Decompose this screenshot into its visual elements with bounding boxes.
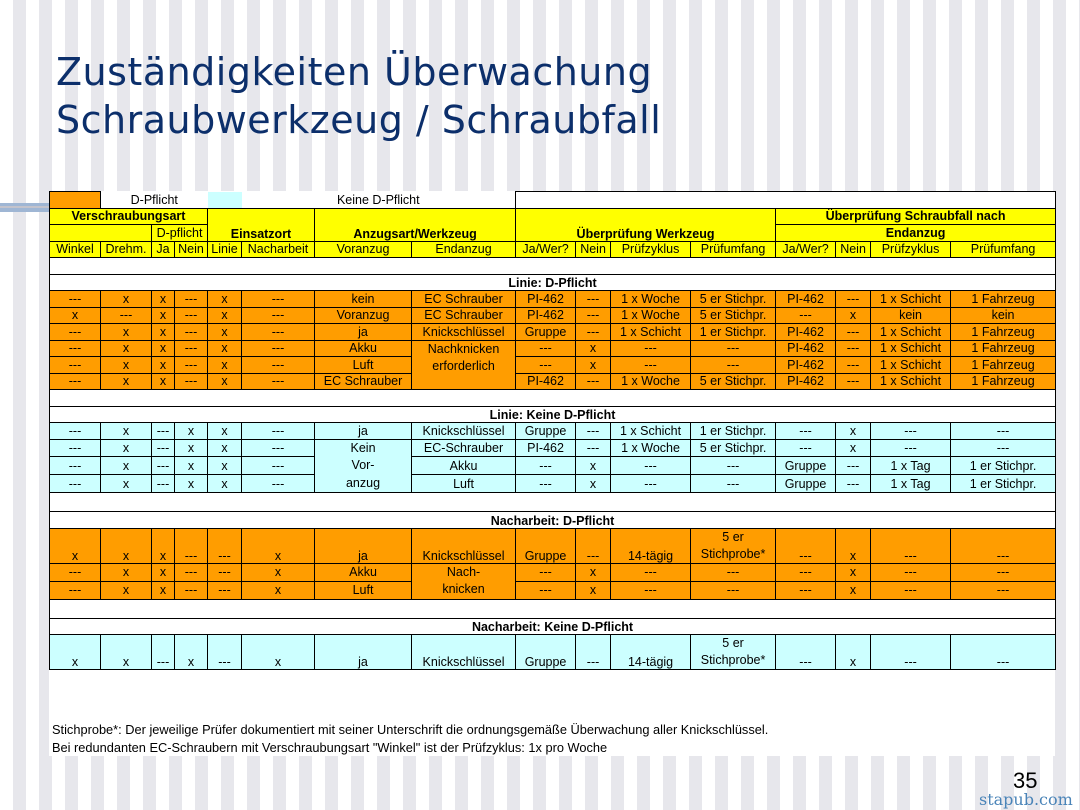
table-cell: kein bbox=[871, 307, 951, 324]
table-cell: PI-462 bbox=[776, 324, 836, 341]
table-cell: x bbox=[208, 475, 242, 493]
table-cell: x bbox=[175, 457, 208, 475]
table-cell: --- bbox=[611, 475, 691, 493]
section-title-nacharbeit-d-pflicht: Nacharbeit: D-Pflicht bbox=[50, 512, 1056, 529]
header-ueberpruefung-schraubfall-1: Überprüfung Schraubfall nach bbox=[776, 208, 1056, 225]
table-row bbox=[50, 357, 1056, 374]
header-row-3 bbox=[50, 241, 1056, 258]
table-cell: Luft bbox=[412, 475, 516, 493]
table-cell: --- bbox=[611, 581, 691, 599]
header-einsatzort: Einsatzort bbox=[208, 208, 315, 241]
table-cell: --- bbox=[152, 423, 175, 440]
table-cell: 1 x Schicht bbox=[871, 357, 951, 374]
table-cell: 1 er Stichpr. bbox=[691, 423, 776, 440]
table-cell: --- bbox=[242, 423, 315, 440]
table-cell: --- bbox=[242, 439, 315, 457]
table-cell: x bbox=[152, 357, 175, 374]
table-cell: --- bbox=[50, 423, 101, 440]
table-cell: x bbox=[242, 635, 315, 670]
table-cell: --- bbox=[208, 528, 242, 563]
table-cell: kein bbox=[951, 307, 1056, 324]
table-cell: --- bbox=[516, 457, 576, 475]
table-cell: --- bbox=[871, 581, 951, 599]
table-cell: x bbox=[101, 357, 152, 374]
table-cell: 1 x Schicht bbox=[871, 324, 951, 341]
table-cell: --- bbox=[242, 340, 315, 357]
table-cell: Akku bbox=[315, 563, 412, 581]
table-cell: Voranzug bbox=[315, 307, 412, 324]
cell-text: knicken bbox=[442, 582, 485, 596]
col-linie: Linie bbox=[208, 241, 242, 258]
table-cell: 1 x Schicht bbox=[611, 324, 691, 341]
table-cell: x bbox=[836, 439, 871, 457]
table-cell: x bbox=[576, 457, 611, 475]
cell-text: erforderlich bbox=[432, 359, 495, 373]
table-cell: x bbox=[208, 307, 242, 324]
table-cell: Knickschlüssel bbox=[412, 423, 516, 440]
legend-swatch-orange bbox=[50, 192, 101, 209]
header-ueberpruefung-werkzeug: Überprüfung Werkzeug bbox=[516, 208, 776, 241]
cell-text: 5 er bbox=[722, 529, 744, 544]
col-pruefzyklus: Prüfzyklus bbox=[611, 241, 691, 258]
table-cell: --- bbox=[951, 423, 1056, 440]
table-cell: --- bbox=[50, 340, 101, 357]
table-row bbox=[50, 581, 1056, 599]
table-cell: x bbox=[242, 563, 315, 581]
table-cell: x bbox=[152, 528, 175, 563]
col-pruefumfang-2: Prüfumfang bbox=[951, 241, 1056, 258]
table-cell: x bbox=[208, 340, 242, 357]
table-cell: 1 x Tag bbox=[871, 475, 951, 493]
table-row bbox=[50, 563, 1056, 581]
merged-cell-nachknicken bbox=[412, 340, 516, 390]
table-cell: --- bbox=[691, 357, 776, 374]
table-cell: x bbox=[208, 439, 242, 457]
table-cell: --- bbox=[776, 581, 836, 599]
table-cell: --- bbox=[871, 439, 951, 457]
table-cell: --- bbox=[242, 324, 315, 341]
footnote-stichprobe: Stichprobe*: Der jeweilige Prüfer dokumentiert mit seiner Unterschrift die ordnungsgemäße Überwachung aller Knickschlüssel. bbox=[52, 722, 769, 737]
col-ja-wer: Ja/Wer? bbox=[516, 241, 576, 258]
table-cell: Knickschlüssel bbox=[412, 528, 516, 563]
table-cell: --- bbox=[611, 563, 691, 581]
table-cell: x bbox=[208, 457, 242, 475]
table-cell: x bbox=[101, 423, 152, 440]
table-cell: 1 x Woche bbox=[611, 373, 691, 390]
table-cell: x bbox=[152, 340, 175, 357]
table-cell: 1 er Stichpr. bbox=[691, 324, 776, 341]
table-cell: Gruppe bbox=[516, 324, 576, 341]
table-cell: --- bbox=[576, 423, 611, 440]
table-row bbox=[50, 475, 1056, 493]
table-cell: --- bbox=[50, 475, 101, 493]
table-cell: --- bbox=[836, 324, 871, 341]
legend-label-keine: Keine D-Pflicht bbox=[336, 192, 420, 207]
section-title-linie-keine: Linie: Keine D-Pflicht bbox=[50, 406, 1056, 423]
col-pruefzyklus-2: Prüfzyklus bbox=[871, 241, 951, 258]
table-cell: --- bbox=[691, 581, 776, 599]
table-cell: 1 x Woche bbox=[611, 291, 691, 308]
table-cell: --- bbox=[611, 340, 691, 357]
table-cell: 1 er Stichpr. bbox=[951, 457, 1056, 475]
table-cell: --- bbox=[175, 340, 208, 357]
table-cell: x bbox=[101, 581, 152, 599]
table-cell: Akku bbox=[412, 457, 516, 475]
table-cell: x bbox=[836, 563, 871, 581]
table-cell: --- bbox=[516, 340, 576, 357]
table-cell: --- bbox=[871, 563, 951, 581]
col-nacharbeit: Nacharbeit bbox=[242, 241, 315, 258]
table-row bbox=[50, 324, 1056, 341]
stichprobe-cell bbox=[691, 528, 776, 563]
col-nein-2: Nein bbox=[576, 241, 611, 258]
table-cell: --- bbox=[691, 563, 776, 581]
table-cell: x bbox=[152, 324, 175, 341]
table-cell: --- bbox=[951, 581, 1056, 599]
table-cell: --- bbox=[242, 307, 315, 324]
table-cell: 5 er Stichpr. bbox=[691, 439, 776, 457]
table-cell: x bbox=[836, 423, 871, 440]
table-cell: x bbox=[101, 635, 152, 670]
cell-text: Nachknicken bbox=[427, 341, 500, 356]
title-line-2: Schraubwerkzeug / Schraubfall bbox=[56, 98, 662, 142]
table-cell: x bbox=[101, 373, 152, 390]
watermark: stapub.com bbox=[979, 790, 1073, 809]
merged-cell-nachknicken-2 bbox=[412, 563, 516, 599]
table-cell: x bbox=[208, 291, 242, 308]
table-cell: --- bbox=[175, 307, 208, 324]
table-cell: --- bbox=[691, 340, 776, 357]
table-cell: --- bbox=[152, 457, 175, 475]
section-title-linie-d-pflicht: Linie: D-Pflicht bbox=[50, 274, 1056, 291]
table-cell: ja bbox=[315, 635, 412, 670]
col-endanzug: Endanzug bbox=[412, 241, 516, 258]
table-cell: Gruppe bbox=[516, 635, 576, 670]
table-cell: 1 x Schicht bbox=[871, 340, 951, 357]
table-cell: 1 x Woche bbox=[611, 439, 691, 457]
table-cell: x bbox=[242, 581, 315, 599]
table-cell: --- bbox=[50, 324, 101, 341]
table-cell: x bbox=[175, 439, 208, 457]
table-cell: x bbox=[101, 563, 152, 581]
table-cell: Gruppe bbox=[516, 423, 576, 440]
table-cell: PI-462 bbox=[516, 439, 576, 457]
table-cell: --- bbox=[836, 291, 871, 308]
table-cell: 14-tägig bbox=[611, 635, 691, 670]
table-row bbox=[50, 528, 1056, 563]
table-cell: PI-462 bbox=[776, 340, 836, 357]
table-cell: --- bbox=[208, 563, 242, 581]
table-cell: 1 Fahrzeug bbox=[951, 373, 1056, 390]
legend-swatch-blue bbox=[208, 192, 242, 209]
table-cell: x bbox=[101, 340, 152, 357]
table-cell: x bbox=[175, 635, 208, 670]
table-cell: --- bbox=[175, 357, 208, 374]
table-cell: 5 er Stichpr. bbox=[691, 373, 776, 390]
table-cell: PI-462 bbox=[776, 373, 836, 390]
table-cell: x bbox=[836, 528, 871, 563]
table-cell: x bbox=[576, 563, 611, 581]
table-cell: x bbox=[50, 307, 101, 324]
spreadsheet bbox=[49, 191, 1055, 756]
table-cell: --- bbox=[836, 373, 871, 390]
table-cell: x bbox=[152, 581, 175, 599]
table-cell: Luft bbox=[315, 357, 412, 374]
cell-text: Nach- bbox=[446, 564, 481, 579]
table-row bbox=[50, 307, 1056, 324]
table-cell: x bbox=[208, 373, 242, 390]
table-cell: --- bbox=[242, 373, 315, 390]
table-cell: --- bbox=[576, 635, 611, 670]
table-cell: x bbox=[101, 475, 152, 493]
table-cell: Knickschlüssel bbox=[412, 324, 516, 341]
table-cell: x bbox=[101, 291, 152, 308]
col-voranzug: Voranzug bbox=[315, 241, 412, 258]
slide-title bbox=[56, 48, 661, 144]
table-cell: Luft bbox=[315, 581, 412, 599]
table-cell: --- bbox=[208, 635, 242, 670]
col-winkel: Winkel bbox=[50, 241, 101, 258]
table-cell: x bbox=[101, 324, 152, 341]
table-cell: --- bbox=[152, 635, 175, 670]
table-cell: x bbox=[101, 439, 152, 457]
table-cell: 1 x Schicht bbox=[871, 373, 951, 390]
table-cell: --- bbox=[576, 528, 611, 563]
section-title-nacharbeit-keine: Nacharbeit: Keine D-Pflicht bbox=[50, 618, 1056, 635]
table-cell: Akku bbox=[315, 340, 412, 357]
header-anzugsart: Anzugsart/Werkzeug bbox=[315, 208, 516, 241]
table-cell: --- bbox=[516, 563, 576, 581]
table-cell: --- bbox=[576, 291, 611, 308]
table-cell: --- bbox=[516, 475, 576, 493]
cell-text: Vor- bbox=[351, 458, 375, 472]
header-ueberpruefung-schraubfall-2: Endanzug bbox=[776, 225, 1056, 242]
table-cell: ja bbox=[315, 528, 412, 563]
table-cell: 5 er Stichpr. bbox=[691, 291, 776, 308]
table-row bbox=[50, 291, 1056, 308]
table-cell: --- bbox=[152, 475, 175, 493]
table-cell: x bbox=[576, 475, 611, 493]
col-ja-wer-2: Ja/Wer? bbox=[776, 241, 836, 258]
table-cell: --- bbox=[576, 307, 611, 324]
table-cell: --- bbox=[871, 423, 951, 440]
table-cell: --- bbox=[691, 457, 776, 475]
table-cell: --- bbox=[242, 291, 315, 308]
table-cell: --- bbox=[776, 307, 836, 324]
table-cell: x bbox=[175, 423, 208, 440]
header-row-1 bbox=[50, 208, 1056, 225]
col-nein-3: Nein bbox=[836, 241, 871, 258]
cell-text: anzug bbox=[345, 475, 381, 490]
table-cell: --- bbox=[175, 581, 208, 599]
legend-label-d-pflicht: D-Pflicht bbox=[130, 192, 178, 207]
table-cell: Gruppe bbox=[516, 528, 576, 563]
table-cell: kein bbox=[315, 291, 412, 308]
title-line-1: Zuständigkeiten Überwachung bbox=[56, 50, 653, 94]
table-cell: --- bbox=[516, 357, 576, 374]
footnote-ec-schrauber: Bei redundanten EC-Schraubern mit Verschraubungsart "Winkel" ist der Prüfzyklus: 1x pro Woche bbox=[52, 740, 608, 755]
table-cell: ja bbox=[315, 423, 412, 440]
table-cell: Gruppe bbox=[776, 475, 836, 493]
table-cell: ja bbox=[315, 324, 412, 341]
table-cell: x bbox=[208, 423, 242, 440]
table-cell: --- bbox=[50, 563, 101, 581]
table-cell: x bbox=[152, 307, 175, 324]
table-cell: --- bbox=[776, 423, 836, 440]
table-cell: EC Schrauber bbox=[412, 307, 516, 324]
cell-text: Stichprobe* bbox=[700, 653, 766, 667]
table-cell: --- bbox=[611, 457, 691, 475]
table-cell: --- bbox=[836, 340, 871, 357]
table-cell: --- bbox=[576, 324, 611, 341]
table-cell: 14-tägig bbox=[611, 528, 691, 563]
table-cell: --- bbox=[50, 357, 101, 374]
table-cell: x bbox=[50, 528, 101, 563]
table-cell: x bbox=[208, 324, 242, 341]
table-cell: --- bbox=[776, 635, 836, 670]
table-cell: --- bbox=[836, 457, 871, 475]
table-cell: --- bbox=[691, 475, 776, 493]
table-cell: EC Schrauber bbox=[315, 373, 412, 390]
table-cell: --- bbox=[175, 373, 208, 390]
table-cell: x bbox=[208, 357, 242, 374]
table-cell: --- bbox=[242, 475, 315, 493]
merged-cell-kein-voranzug bbox=[315, 439, 412, 493]
table-row bbox=[50, 439, 1056, 457]
table-cell: --- bbox=[152, 439, 175, 457]
table-cell: x bbox=[576, 340, 611, 357]
table-cell: --- bbox=[516, 581, 576, 599]
table-cell: x bbox=[152, 291, 175, 308]
footnotes bbox=[52, 721, 768, 757]
table-cell: --- bbox=[50, 581, 101, 599]
col-ja: Ja bbox=[152, 241, 175, 258]
table-row bbox=[50, 373, 1056, 390]
table-cell: x bbox=[836, 307, 871, 324]
table-cell: x bbox=[152, 373, 175, 390]
table-cell: Gruppe bbox=[776, 457, 836, 475]
table-cell: 1 x Tag bbox=[871, 457, 951, 475]
table-cell: 1 er Stichpr. bbox=[951, 475, 1056, 493]
table-cell: 1 x Woche bbox=[611, 307, 691, 324]
table-cell: --- bbox=[611, 357, 691, 374]
table-cell: Knickschlüssel bbox=[412, 635, 516, 670]
table-cell: x bbox=[242, 528, 315, 563]
table-cell: --- bbox=[208, 581, 242, 599]
table-cell: x bbox=[576, 581, 611, 599]
page-number: 35 bbox=[1013, 768, 1038, 793]
table-cell: EC Schrauber bbox=[412, 291, 516, 308]
table-cell: --- bbox=[50, 291, 101, 308]
table-cell: x bbox=[152, 563, 175, 581]
legend-row bbox=[50, 192, 1056, 209]
table-cell: PI-462 bbox=[776, 357, 836, 374]
table-row bbox=[50, 423, 1056, 440]
table-cell: --- bbox=[836, 357, 871, 374]
header-d-pflicht: D-pflicht bbox=[152, 225, 208, 242]
table-cell: 5 er Stichpr. bbox=[691, 307, 776, 324]
table-cell: --- bbox=[776, 439, 836, 457]
table-cell: --- bbox=[50, 457, 101, 475]
table-cell: x bbox=[836, 635, 871, 670]
header-verschraubungsart: Verschraubungsart bbox=[50, 208, 208, 225]
table-cell: --- bbox=[776, 563, 836, 581]
table-cell: PI-462 bbox=[516, 307, 576, 324]
table-cell: --- bbox=[175, 563, 208, 581]
cell-text: Kein bbox=[350, 440, 376, 455]
table-cell: --- bbox=[951, 439, 1056, 457]
table-cell: 1 Fahrzeug bbox=[951, 340, 1056, 357]
table-cell: --- bbox=[50, 439, 101, 457]
col-drehm: Drehm. bbox=[101, 241, 152, 258]
table-cell: --- bbox=[242, 457, 315, 475]
table-row bbox=[50, 340, 1056, 357]
table-cell: PI-462 bbox=[776, 291, 836, 308]
table-cell: --- bbox=[951, 563, 1056, 581]
table-cell: --- bbox=[175, 324, 208, 341]
table-cell: --- bbox=[576, 373, 611, 390]
table-cell: --- bbox=[101, 307, 152, 324]
table-cell: --- bbox=[836, 475, 871, 493]
table-cell: PI-462 bbox=[516, 373, 576, 390]
stichprobe-cell-2 bbox=[691, 635, 776, 670]
table-row bbox=[50, 457, 1056, 475]
table-cell: --- bbox=[871, 635, 951, 670]
table-cell: --- bbox=[871, 528, 951, 563]
table-cell: 1 Fahrzeug bbox=[951, 324, 1056, 341]
table-cell: --- bbox=[50, 373, 101, 390]
table-cell: EC-Schrauber bbox=[412, 439, 516, 457]
cell-text: 5 er bbox=[722, 636, 744, 650]
responsibility-table bbox=[49, 191, 1056, 670]
col-nein: Nein bbox=[175, 241, 208, 258]
table-cell: --- bbox=[175, 291, 208, 308]
table-row bbox=[50, 635, 1056, 670]
table-cell: PI-462 bbox=[516, 291, 576, 308]
table-cell: --- bbox=[951, 635, 1056, 670]
table-cell: 1 Fahrzeug bbox=[951, 291, 1056, 308]
table-cell: --- bbox=[951, 528, 1056, 563]
table-cell: --- bbox=[175, 528, 208, 563]
table-cell: x bbox=[576, 357, 611, 374]
table-cell: x bbox=[101, 457, 152, 475]
table-cell: --- bbox=[776, 528, 836, 563]
table-cell: 1 Fahrzeug bbox=[951, 357, 1056, 374]
table-cell: --- bbox=[242, 357, 315, 374]
table-cell: --- bbox=[576, 439, 611, 457]
table-cell: x bbox=[836, 581, 871, 599]
table-cell: 1 x Schicht bbox=[611, 423, 691, 440]
col-pruefumfang: Prüfumfang bbox=[691, 241, 776, 258]
table-cell: x bbox=[175, 475, 208, 493]
table-cell: 1 x Schicht bbox=[871, 291, 951, 308]
cell-text: Stichprobe* bbox=[700, 546, 766, 561]
table-cell: x bbox=[101, 528, 152, 563]
table-cell: x bbox=[50, 635, 101, 670]
